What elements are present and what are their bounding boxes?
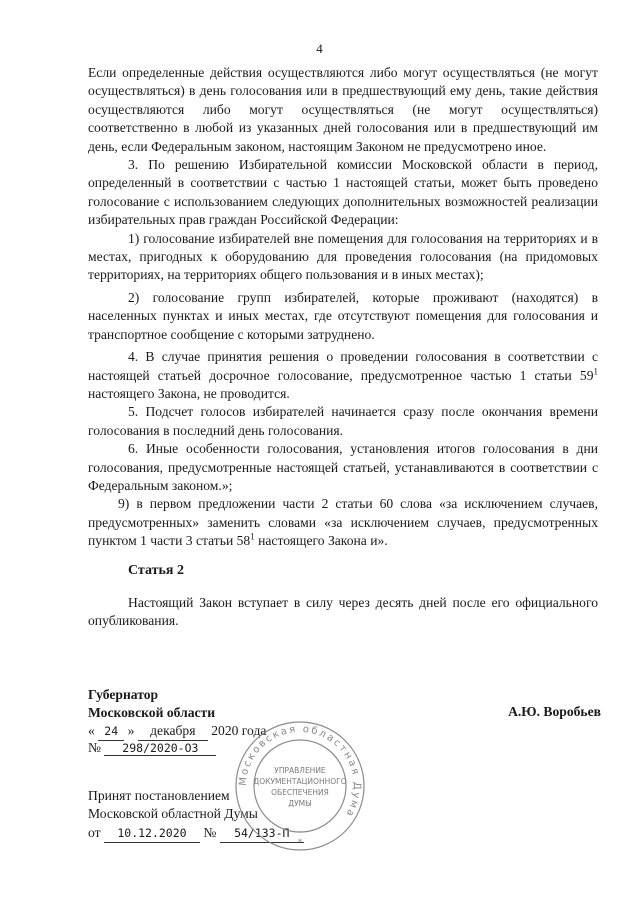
stamp-ring-text: Московская областная Дума — [237, 723, 363, 820]
quote-open: « — [88, 723, 95, 738]
paragraph-amendment-9 — [88, 495, 598, 550]
date-day: 24 — [98, 722, 124, 741]
amendment-tail: настоящего Закона и». — [254, 533, 388, 549]
superscript: 1 — [593, 365, 598, 376]
paragraph-part-4-tail: настоящего Закона, не проводится. — [88, 385, 290, 401]
paragraph-continuation: Если определенные действия осуществляются либо могут осуществляться (не могут осуществляться) в день голосования или в предшествующий ему день, такие действия осуществляются либо могут осуществляться (не могут осуществляться) соответственно в любой из указанных дней голосования или в предшествующий им день, если Федеральным законом, настоящим Законом не предусмотрено иное. — [88, 65, 598, 154]
law-number-value: 298/2020-ОЗ — [104, 741, 216, 756]
governor-name: А.Ю. Воробьев — [508, 704, 601, 719]
paragraph-part-6: 6. Иные особенности голосования, установления итогов голосования в дни голосования, предусмотренные настоящей статьей, устанавливаются в соответствии с Федеральным законом.»; — [88, 441, 598, 493]
quote-close: » — [127, 723, 135, 738]
stamp-line3: ОБЕСПЕЧЕНИЯ — [271, 788, 329, 797]
department-stamp — [232, 718, 368, 854]
from-label: от — [88, 824, 101, 840]
paragraph-part-4-text: 4. В случае принятия решения о проведении голосования в соответствии с настоящей статьей досрочное голосование, предусмотренное частью 1 статьи 59 — [88, 349, 598, 383]
stamp-line2: ДОКУМЕНТАЦИОННОГО — [253, 777, 347, 786]
amendment-text: 9) в первом предложении части 2 статьи 60 слова «за исключением случаев, предусмотренных» заменить словами «за исключением случаев, предусмотренных пунктом 1 части 3 статьи 58 — [88, 496, 598, 549]
article-heading: Статья 2 — [128, 563, 184, 578]
adoption-line2: Московской областной Думы — [88, 806, 258, 822]
superscript: 1 — [250, 531, 255, 542]
date-month: декабря — [138, 722, 208, 741]
paragraph-part-3: 3. По решению Избирательной комиссии Московской области в период, определенный в соответствии с частью 1 настоящей статьи, может быть проведено голосование с использованием следующих дополнительных возможностей реализации избирательных прав граждан Российской Федерации: — [88, 157, 598, 228]
adoption-number: 54/133-П — [220, 824, 304, 843]
stamp-line1: УПРАВЛЕНИЕ — [274, 766, 326, 775]
number-sign: № — [203, 824, 217, 840]
law-body — [88, 64, 598, 551]
governor-title-line2: Московской области — [88, 705, 216, 720]
date-year: 2020 года — [211, 723, 267, 738]
star-icon: * — [297, 838, 303, 848]
article-text: Настоящий Закон вступает в силу через десять дней после его официального опубликования. — [88, 595, 598, 629]
adoption-line1: Принят постановлением — [88, 788, 230, 803]
governor-title-line1: Губернатор — [88, 687, 159, 702]
paragraph-part-5: 5. Подсчет голосов избирателей начинается сразу после окончания времени голосования в последний день голосования. — [88, 404, 598, 438]
page-number: 4 — [316, 41, 323, 56]
governor-title — [88, 686, 215, 722]
paragraph-item-2: 2) голосование групп избирателей, которые проживают (находятся) в населенных пунктах и иных местах, где отсутствуют помещения для голосования и транспортное сообщение с которыми затруднено. — [88, 289, 598, 342]
paragraph-item-1: 1) голосование избирателей вне помещения для голосования на территориях и в местах, пригодных к оборудованию для проведения голосования (на придомовых территориях, на территориях общего пользования и в иных местах); — [88, 230, 598, 283]
number-sign: № — [88, 740, 101, 755]
adoption-date: 10.12.2020 — [104, 824, 200, 843]
paragraph-part-4 — [88, 348, 598, 403]
stamp-line4: ДУМЫ — [288, 799, 312, 808]
law-number — [88, 740, 216, 756]
